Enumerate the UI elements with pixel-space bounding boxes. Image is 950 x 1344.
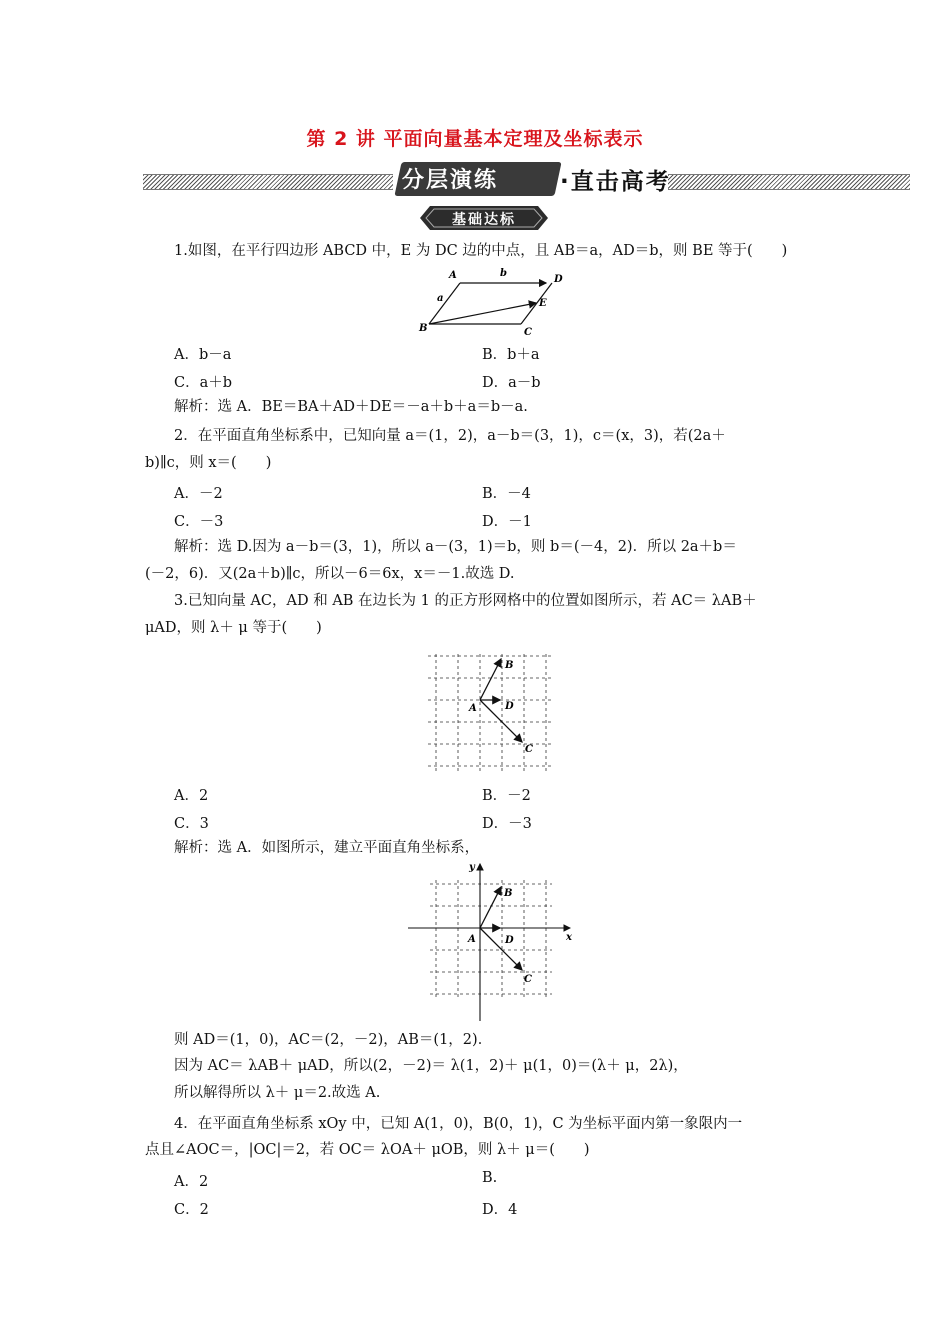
- q3-option-b: B．－2: [482, 788, 531, 804]
- q3-axes-figure: [406, 858, 576, 1023]
- q1-parallelogram-figure: [415, 263, 565, 338]
- q1-label-B: B: [419, 323, 428, 334]
- q3s-label-x: x: [566, 932, 572, 943]
- q3-option-c: C．3: [174, 816, 209, 832]
- q3-vector-AC: [480, 700, 522, 742]
- q1-label-E: E: [539, 298, 547, 309]
- header-hatch-left: [143, 174, 393, 190]
- side-CD-line: [521, 283, 552, 324]
- page-title: 第 2 讲 平面向量基本定理及坐标表示: [306, 128, 644, 150]
- q2-solution-line-1: 解析：选 D.因为 a－b＝(3，1)，所以 a－(3，1)＝b，则 b＝(－4，2)．所以 2a＋b＝: [174, 539, 737, 555]
- q1-label-b: b: [500, 268, 507, 279]
- q3s-label-A: A: [468, 934, 476, 945]
- q3-solution-line-3: 因为 AC＝ λAB＋ μAD，所以(2，－2)＝ λ(1，2)＋ μ(1，0)＝(λ＋ μ，2λ)，: [174, 1058, 688, 1074]
- q1-option-d: D．a－b: [482, 375, 541, 391]
- q3-solution-line-2: 则 AD＝(1，0)，AC＝(2，－2)，AB＝(1，2)．: [174, 1032, 493, 1048]
- q1-option-b: B．b＋a: [482, 347, 540, 363]
- q2-stem-line-1: 2．在平面直角坐标系中，已知向量 a＝(1，2)，a－b＝(3，1)，c＝(x，3)，若(2a＋: [174, 428, 726, 444]
- q3s-label-y: y: [469, 862, 475, 873]
- q3s-vector-AC: [480, 928, 522, 970]
- banner-dark-text: 分层演练: [402, 168, 499, 193]
- q3-vector-AB: [480, 659, 501, 700]
- q4-option-c: C．2: [174, 1202, 209, 1218]
- q3-label-B: B: [505, 660, 514, 671]
- q2-option-d: D．－1: [482, 514, 532, 530]
- vector-BE-line: [429, 303, 536, 324]
- q1-solution: 解析：选 A．BE＝BA＋AD＋DE＝－a＋b＋a＝b－a.: [174, 399, 528, 415]
- q4-option-d: D．4: [482, 1202, 518, 1218]
- q3-label-D: D: [505, 701, 514, 712]
- q3-label-C: C: [525, 744, 533, 755]
- q3-label-A: A: [469, 703, 477, 714]
- q2-option-c: C．－3: [174, 514, 224, 530]
- q3-grid-figure: [422, 646, 562, 776]
- q2-solution-line-2: (－2，6)．又(2a＋b)∥c，所以－6＝6x，x＝－1.故选 D.: [145, 566, 515, 582]
- section-badge-label: 基础达标: [452, 212, 516, 228]
- q3-option-a: A．2: [174, 788, 209, 804]
- q1-option-c: C．a＋b: [174, 375, 233, 391]
- q3s-label-D: D: [505, 935, 514, 946]
- q1-label-a: a: [437, 293, 444, 304]
- q3-solution-line-4: 所以解得所以 λ＋ μ＝2.故选 A.: [174, 1085, 381, 1101]
- q2-option-a: A．－2: [174, 486, 223, 502]
- q3s-label-B: B: [504, 888, 513, 899]
- q2-stem-line-2: b)∥c，则 x＝( ): [145, 455, 272, 471]
- q4-stem-line-2: 点且∠AOC＝，|OC|＝2，若 OC＝ λOA＋ μOB，则 λ＋ μ＝( ): [145, 1142, 590, 1158]
- q3s-vector-AB: [480, 887, 501, 928]
- banner-light-text: ·直击高考: [560, 169, 671, 195]
- q1-label-A: A: [449, 270, 457, 281]
- q1-label-D: D: [554, 274, 563, 285]
- q4-stem-line-1: 4．在平面直角坐标系 xOy 中，已知 A(1，0)，B(0，1)，C 为坐标平面内第一象限内一: [174, 1116, 743, 1132]
- q3-stem-line-1: 3.已知向量 AC，AD 和 AB 在边长为 1 的正方形网格中的位置如图所示，若 AC＝ λAB＋: [174, 593, 757, 609]
- q1-option-a: A．b－a: [174, 347, 232, 363]
- q3s-label-C: C: [524, 974, 532, 985]
- q3-solution-line-1: 解析：选 A．如图所示，建立平面直角坐标系，: [174, 840, 480, 856]
- q2-option-b: B．－4: [482, 486, 531, 502]
- q4-option-a: A．2: [174, 1174, 209, 1190]
- q3-option-d: D．－3: [482, 816, 532, 832]
- header-hatch-right: [668, 174, 910, 190]
- q4-option-b: B.: [482, 1170, 498, 1186]
- q1-stem-line-1: 1.如图，在平行四边形 ABCD 中，E 为 DC 边的中点，且 AB＝a，AD＝b，则 BE 等于( ): [174, 243, 788, 259]
- side-AB-line: [429, 283, 460, 324]
- q3-stem-line-2: μAD，则 λ＋ μ 等于( ): [145, 620, 322, 636]
- q1-label-C: C: [524, 327, 532, 338]
